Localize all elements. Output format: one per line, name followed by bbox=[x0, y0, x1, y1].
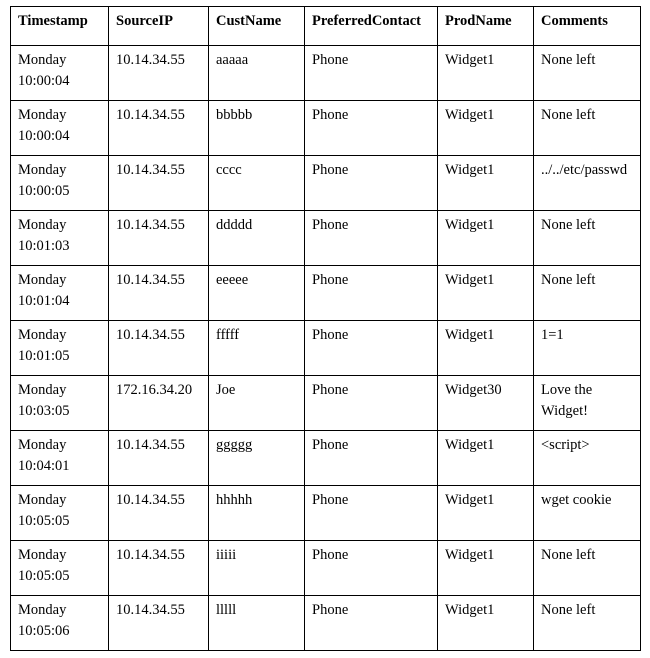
cell-custname: bbbbb bbox=[209, 101, 305, 156]
cell-prodname: Widget1 bbox=[438, 266, 534, 321]
cell-preferredcontact: Phone bbox=[305, 266, 438, 321]
cell-timestamp: Monday 10:05:05 bbox=[11, 486, 109, 541]
cell-prodname: Widget1 bbox=[438, 321, 534, 376]
table-row bbox=[11, 431, 641, 486]
cell-comments: ../../etc/passwd bbox=[534, 156, 641, 211]
header-preferredcontact: PreferredContact bbox=[305, 7, 438, 46]
cell-comments: None left bbox=[534, 211, 641, 266]
cell-prodname: Widget1 bbox=[438, 596, 534, 651]
cell-sourceip: 10.14.34.55 bbox=[109, 321, 209, 376]
cell-sourceip: 10.14.34.55 bbox=[109, 431, 209, 486]
cell-sourceip: 10.14.34.55 bbox=[109, 266, 209, 321]
cell-custname: ggggg bbox=[209, 431, 305, 486]
cell-comments: wget cookie bbox=[534, 486, 641, 541]
table-row bbox=[11, 486, 641, 541]
cell-sourceip: 10.14.34.55 bbox=[109, 156, 209, 211]
cell-preferredcontact: Phone bbox=[305, 156, 438, 211]
cell-prodname: Widget1 bbox=[438, 211, 534, 266]
cell-timestamp: Monday 10:01:05 bbox=[11, 321, 109, 376]
cell-sourceip: 10.14.34.55 bbox=[109, 541, 209, 596]
cell-comments: None left bbox=[534, 46, 641, 101]
header-row bbox=[11, 7, 641, 46]
cell-sourceip: 10.14.34.55 bbox=[109, 101, 209, 156]
cell-comments: None left bbox=[534, 266, 641, 321]
table-row bbox=[11, 376, 641, 431]
cell-preferredcontact: Phone bbox=[305, 46, 438, 101]
cell-comments: <script> bbox=[534, 431, 641, 486]
cell-preferredcontact: Phone bbox=[305, 486, 438, 541]
table-row bbox=[11, 321, 641, 376]
table-row bbox=[11, 211, 641, 266]
table-header bbox=[11, 7, 641, 46]
cell-comments: None left bbox=[534, 101, 641, 156]
table-row bbox=[11, 596, 641, 651]
cell-preferredcontact: Phone bbox=[305, 431, 438, 486]
table-row bbox=[11, 156, 641, 211]
cell-timestamp: Monday 10:03:05 bbox=[11, 376, 109, 431]
table-row bbox=[11, 101, 641, 156]
cell-custname: cccc bbox=[209, 156, 305, 211]
cell-sourceip: 10.14.34.55 bbox=[109, 486, 209, 541]
header-custname: CustName bbox=[209, 7, 305, 46]
cell-timestamp: Monday 10:05:06 bbox=[11, 596, 109, 651]
cell-custname: eeeee bbox=[209, 266, 305, 321]
cell-custname: lllll bbox=[209, 596, 305, 651]
header-comments: Comments bbox=[534, 7, 641, 46]
cell-timestamp: Monday 10:00:04 bbox=[11, 101, 109, 156]
table-row bbox=[11, 46, 641, 101]
header-timestamp: Timestamp bbox=[11, 7, 109, 46]
cell-timestamp: Monday 10:01:04 bbox=[11, 266, 109, 321]
cell-prodname: Widget1 bbox=[438, 486, 534, 541]
cell-timestamp: Monday 10:01:03 bbox=[11, 211, 109, 266]
cell-preferredcontact: Phone bbox=[305, 596, 438, 651]
cell-custname: iiiii bbox=[209, 541, 305, 596]
cell-comments: Love the Widget! bbox=[534, 376, 641, 431]
cell-prodname: Widget1 bbox=[438, 101, 534, 156]
cell-comments: None left bbox=[534, 541, 641, 596]
cell-prodname: Widget30 bbox=[438, 376, 534, 431]
cell-timestamp: Monday 10:00:05 bbox=[11, 156, 109, 211]
cell-custname: ddddd bbox=[209, 211, 305, 266]
cell-timestamp: Monday 10:05:05 bbox=[11, 541, 109, 596]
cell-custname: fffff bbox=[209, 321, 305, 376]
table-row bbox=[11, 266, 641, 321]
cell-sourceip: 10.14.34.55 bbox=[109, 46, 209, 101]
cell-sourceip: 10.14.34.55 bbox=[109, 211, 209, 266]
cell-custname: aaaaa bbox=[209, 46, 305, 101]
web-log-table bbox=[10, 6, 641, 651]
cell-preferredcontact: Phone bbox=[305, 211, 438, 266]
header-prodname: ProdName bbox=[438, 7, 534, 46]
cell-timestamp: Monday 10:00:04 bbox=[11, 46, 109, 101]
cell-comments: 1=1 bbox=[534, 321, 641, 376]
cell-preferredcontact: Phone bbox=[305, 541, 438, 596]
cell-prodname: Widget1 bbox=[438, 46, 534, 101]
table-row bbox=[11, 541, 641, 596]
cell-custname: hhhhh bbox=[209, 486, 305, 541]
cell-prodname: Widget1 bbox=[438, 156, 534, 211]
table-body bbox=[11, 46, 641, 651]
cell-preferredcontact: Phone bbox=[305, 101, 438, 156]
header-sourceip: SourceIP bbox=[109, 7, 209, 46]
cell-prodname: Widget1 bbox=[438, 431, 534, 486]
cell-preferredcontact: Phone bbox=[305, 376, 438, 431]
cell-timestamp: Monday 10:04:01 bbox=[11, 431, 109, 486]
cell-custname: Joe bbox=[209, 376, 305, 431]
cell-prodname: Widget1 bbox=[438, 541, 534, 596]
cell-preferredcontact: Phone bbox=[305, 321, 438, 376]
cell-sourceip: 10.14.34.55 bbox=[109, 596, 209, 651]
cell-comments: None left bbox=[534, 596, 641, 651]
cell-sourceip: 172.16.34.20 bbox=[109, 376, 209, 431]
